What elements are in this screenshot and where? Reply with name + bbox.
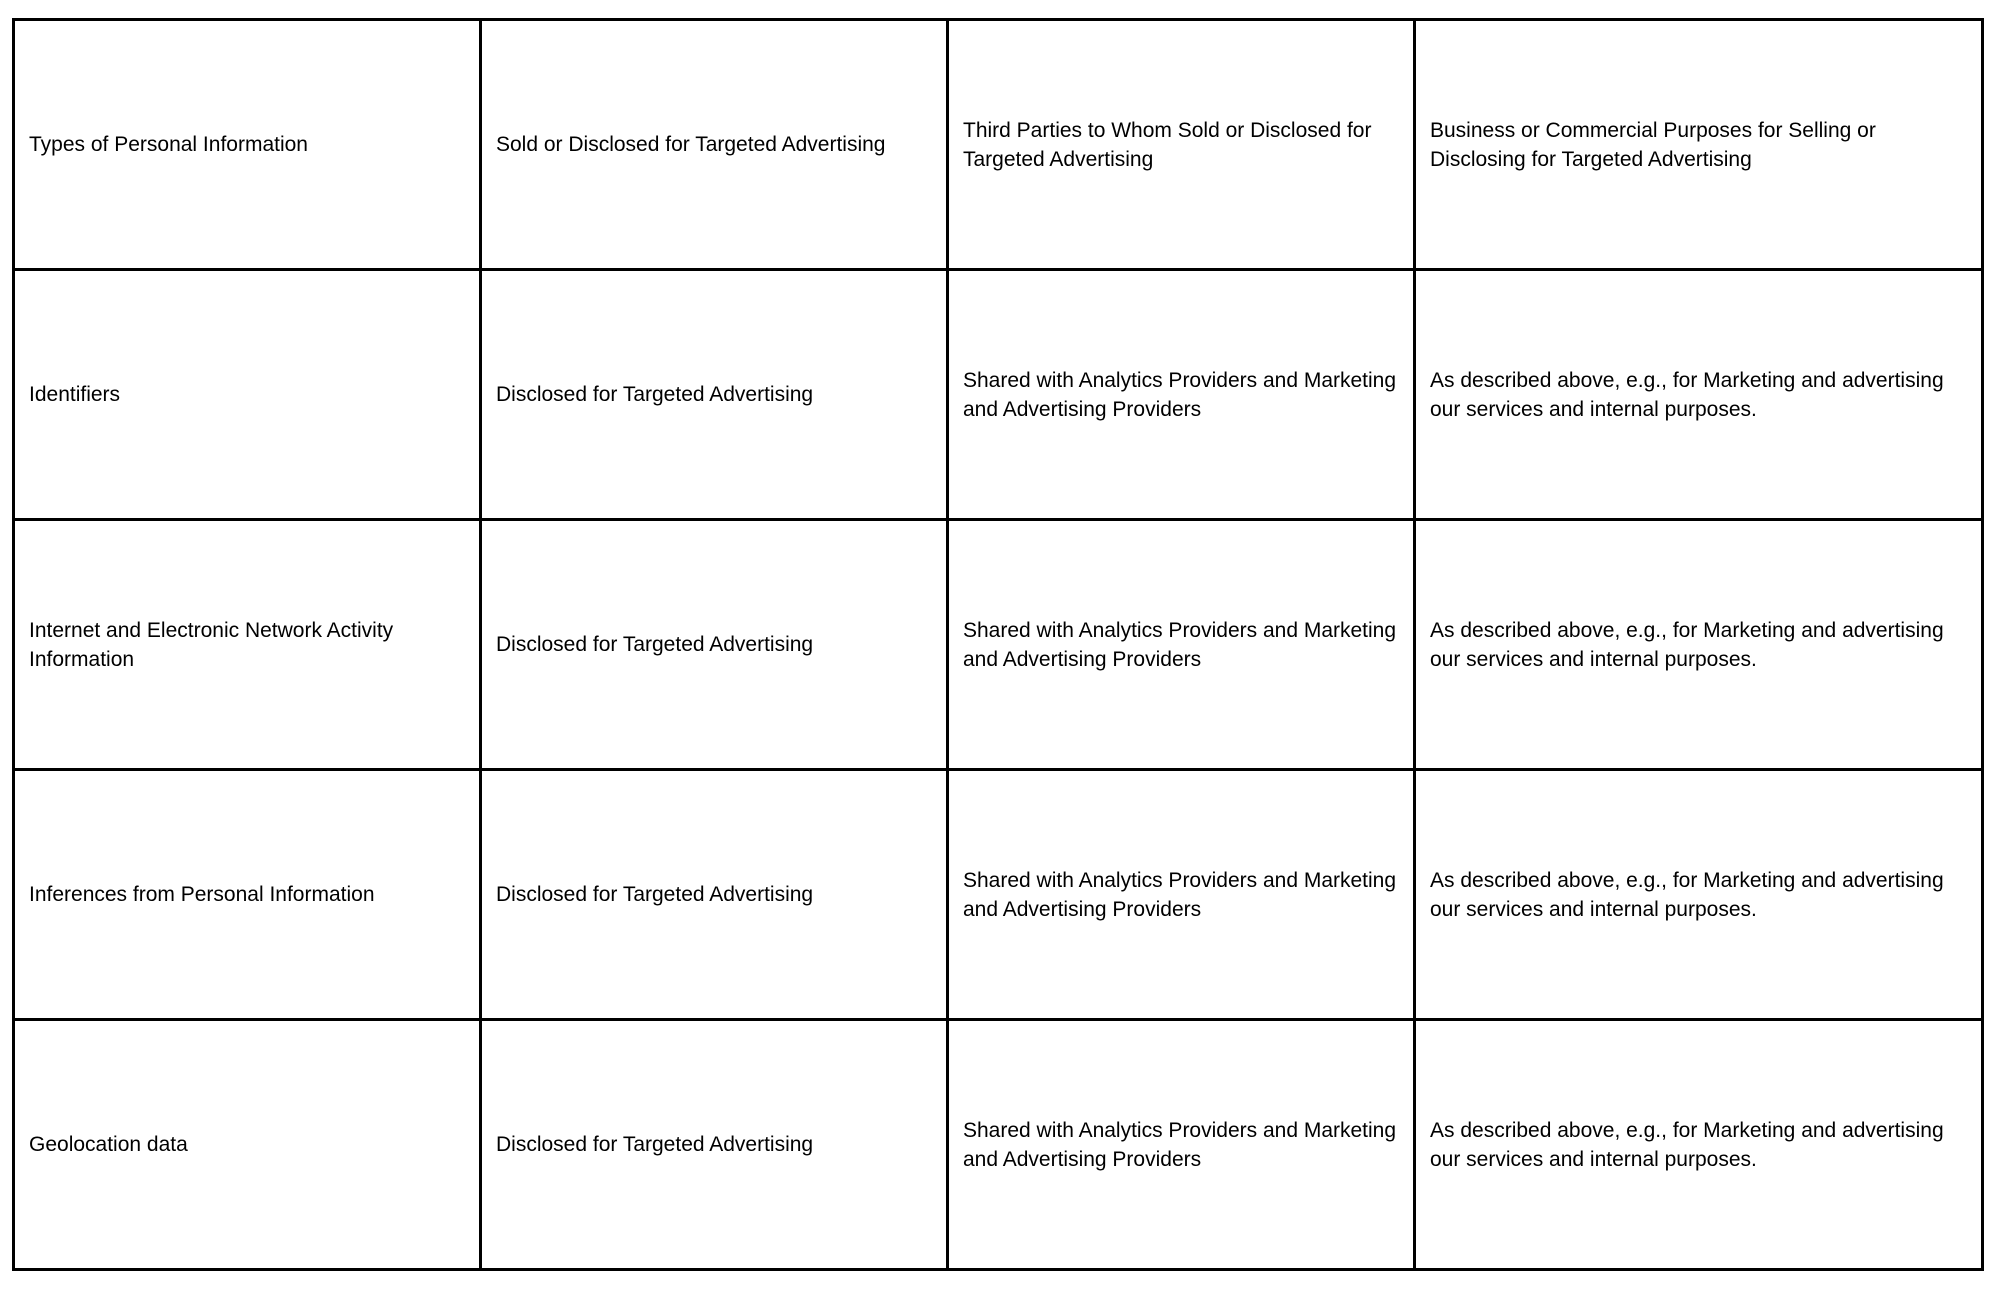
table-cell: Disclosed for Targeted Advertising	[481, 770, 948, 1020]
table-cell: As described above, e.g., for Marketing and advertising our services and internal purposes.	[1415, 770, 1983, 1020]
header-cell-third-parties: Third Parties to Whom Sold or Disclosed for Targeted Advertising	[948, 20, 1415, 270]
header-cell-business-purposes: Business or Commercial Purposes for Selling or Disclosing for Targeted Advertising	[1415, 20, 1983, 270]
table-cell: Shared with Analytics Providers and Marketing and Advertising Providers	[948, 1020, 1415, 1270]
table-cell: Shared with Analytics Providers and Marketing and Advertising Providers	[948, 520, 1415, 770]
table-cell: Internet and Electronic Network Activity Information	[14, 520, 481, 770]
table-cell: Disclosed for Targeted Advertising	[481, 270, 948, 520]
table-row	[14, 520, 1983, 770]
table-row	[14, 270, 1983, 520]
table-cell: Disclosed for Targeted Advertising	[481, 520, 948, 770]
table-cell: Identifiers	[14, 270, 481, 520]
table-header-row	[14, 20, 1983, 270]
table-cell: Shared with Analytics Providers and Marketing and Advertising Providers	[948, 770, 1415, 1020]
table-row	[14, 1020, 1983, 1270]
table-cell: Inferences from Personal Information	[14, 770, 481, 1020]
header-cell-types-of-personal-information: Types of Personal Information	[14, 20, 481, 270]
table-cell: Geolocation data	[14, 1020, 481, 1270]
table-cell: As described above, e.g., for Marketing and advertising our services and internal purposes.	[1415, 1020, 1983, 1270]
table-cell: Disclosed for Targeted Advertising	[481, 1020, 948, 1270]
table-row	[14, 770, 1983, 1020]
table-cell: Shared with Analytics Providers and Marketing and Advertising Providers	[948, 270, 1415, 520]
table-cell: As described above, e.g., for Marketing and advertising our services and internal purposes.	[1415, 270, 1983, 520]
targeted-advertising-table	[12, 18, 1984, 1271]
table-cell: As described above, e.g., for Marketing and advertising our services and internal purposes.	[1415, 520, 1983, 770]
header-cell-sold-or-disclosed: Sold or Disclosed for Targeted Advertising	[481, 20, 948, 270]
